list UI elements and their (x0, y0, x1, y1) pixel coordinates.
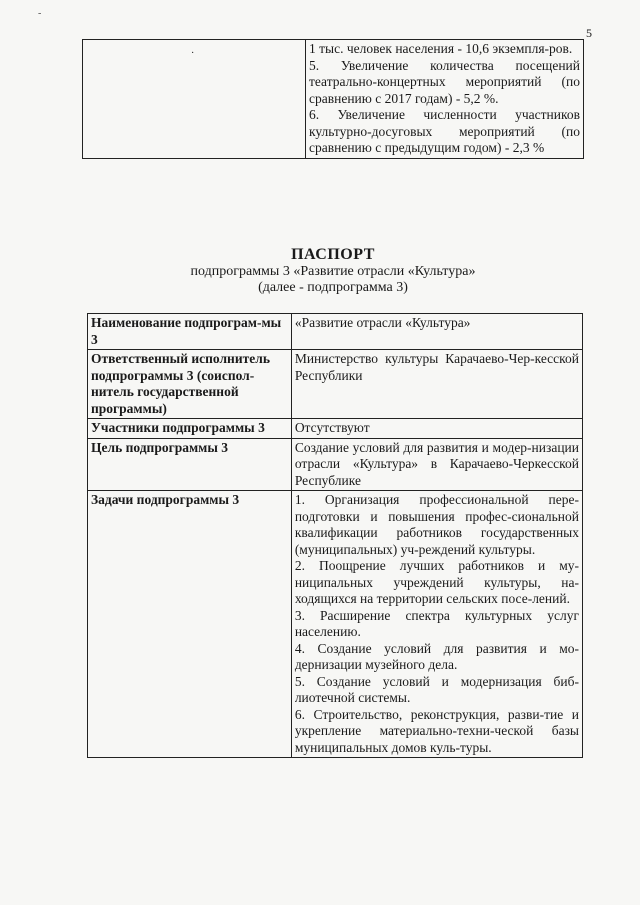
table-row (88, 350, 583, 419)
task-item: 1. Организация профессиональной пере-подготовки и повышения профес-сиональной квалификации работников государственных (муниципальных) уч-реждений культуры. (294, 492, 579, 557)
row-value-text: Отсутствуют (294, 420, 370, 435)
corner-mark: - (38, 8, 42, 19)
document-subtitle: подпрограммы 3 «Развитие отрасли «Культура» (190, 264, 476, 279)
row-value (291, 350, 582, 419)
row-key: Ответственный исполнитель подпрограммы 3 (соиспол-нитель государственной программы) (88, 350, 292, 419)
document-subtitle-note: (далее - подпрограмма 3) (258, 280, 408, 295)
row-key: Участники подпрограммы 3 (88, 419, 292, 439)
passport-table (87, 313, 583, 758)
row-value (291, 419, 582, 439)
row-key: Наименование подпрограм-мы 3 (88, 314, 292, 350)
document-title: ПАСПОРТ (291, 246, 375, 263)
task-item: 3. Расширение спектра культурных услуг населению. (294, 607, 579, 639)
row-value-text: Министерство культуры Карачаево-Чер-кесской Республики (294, 351, 579, 383)
indicator-text: 6. Увеличение численности участников культурно-досуговых мероприятий (по сравнению с предыдущим годом) - 2,3 % (309, 107, 580, 155)
task-item: 6. Строительство, реконструкция, разви-тие и укрепление материально-техни-ческой базы муниципальных домов куль-туры. (294, 706, 579, 755)
table-row (88, 314, 583, 350)
tasks-list (291, 491, 582, 758)
row-value (291, 438, 582, 491)
table-row (83, 40, 584, 159)
table-cell-empty (83, 40, 306, 159)
row-value-text: Создание условий для развития и модер-низации отрасли «Культура» в Карачаево-Черкесской Республике (294, 439, 579, 488)
table-row (88, 419, 583, 439)
indicator-text: 5. Увеличение количества посещений театрально-концертных мероприятий (по сравнению с 2017 годам) - 5,2 %. (309, 57, 580, 106)
row-value (291, 314, 582, 350)
stray-mark: · (191, 48, 195, 59)
page-number: 5 (586, 26, 592, 40)
continuation-table (82, 39, 584, 159)
task-item: 4. Создание условий для развития и мо-дернизации музейного дела. (294, 640, 579, 672)
table-row (88, 491, 583, 758)
passport-heading (82, 246, 584, 296)
row-key: Цель подпрограммы 3 (88, 438, 292, 491)
task-item: 5. Создание условий и модернизация биб-лиотечной системы. (294, 673, 579, 705)
table-cell-indicators (306, 40, 584, 159)
table-row (88, 438, 583, 491)
indicator-text: 1 тыс. человек населения - 10,6 экземпля-ров. (309, 41, 573, 56)
row-key: Задачи подпрограммы 3 (88, 491, 292, 758)
row-value-text: «Развитие отрасли «Культура» (294, 315, 471, 330)
task-item: 2. Поощрение лучших работников и му-ниципальных учреждений культуры, на-ходящихся на территории сельских посе-лений. (294, 558, 579, 606)
